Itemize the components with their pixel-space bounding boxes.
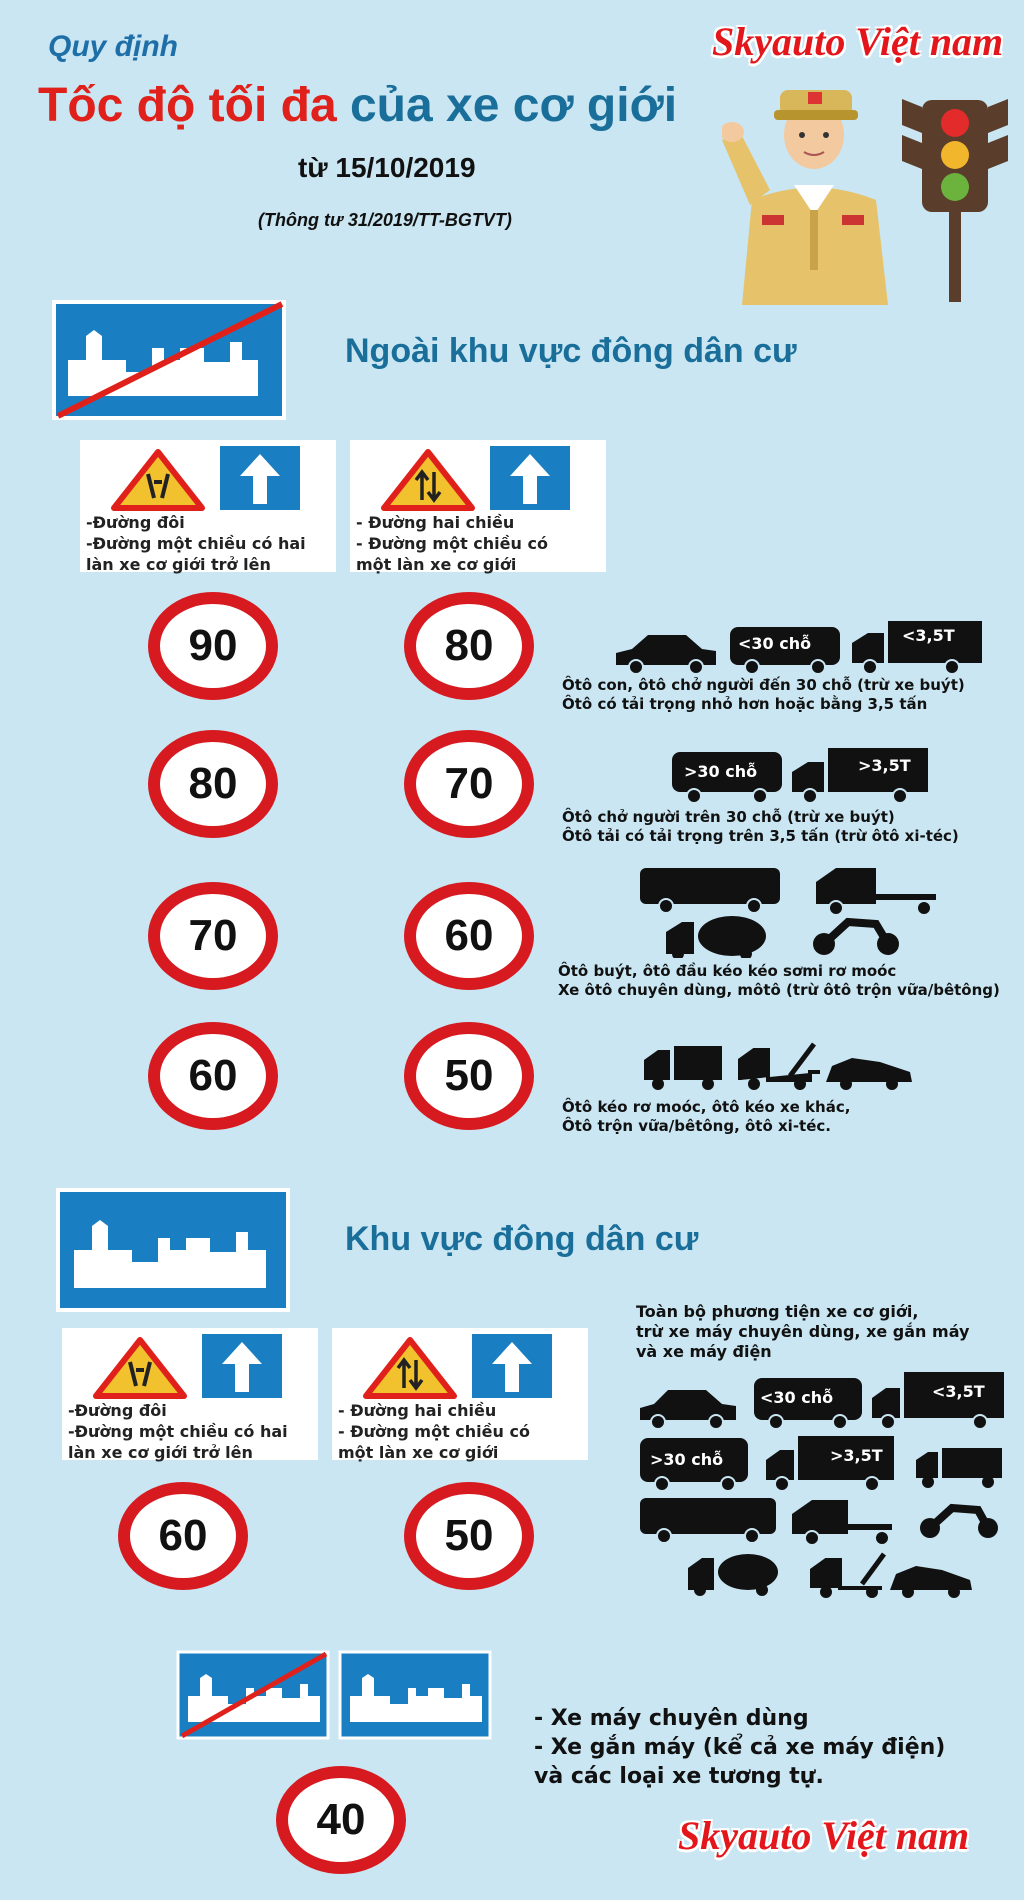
- list-item: - Xe máy chuyên dùng: [534, 1706, 809, 1731]
- vehicle-tag: <30 chỗ: [760, 1388, 834, 1407]
- card-line: - Đường hai chiều: [338, 1401, 497, 1420]
- one-way-road-icon: [202, 1334, 282, 1398]
- vehicle-scope-text: [636, 1302, 969, 1362]
- road-type-card-two-way: [350, 440, 606, 572]
- card-line: một làn xe cơ giới: [356, 555, 517, 574]
- brand-logo-bottom: Skyauto Việt nam: [678, 1813, 970, 1858]
- speed-limit-sign: 50: [404, 1482, 534, 1590]
- desc-line: Ôtô có tải trọng nhỏ hơn hoặc bằng 3,5 tấn: [562, 695, 928, 713]
- speed-limit-sign: 80: [148, 730, 278, 838]
- speed-limit-sign: 50: [404, 1022, 534, 1130]
- road-type-card-two-way: [332, 1328, 588, 1460]
- truck-trailer-towtruck-icons: [640, 1036, 920, 1092]
- one-way-road-icon: [472, 1334, 552, 1398]
- bus-tractor-mixer-motorbike-icons: [636, 862, 956, 958]
- title-prefix: Quy định: [48, 30, 178, 63]
- end-residential-area-sign: [52, 300, 286, 420]
- vehicle-tag: >30 chỗ: [650, 1450, 724, 1469]
- one-way-road-icon: [220, 446, 300, 510]
- card-line: một làn xe cơ giới: [338, 1443, 499, 1462]
- effective-date: từ 15/10/2019: [298, 152, 476, 183]
- card-line: làn xe cơ giới trở lên: [86, 555, 271, 574]
- vehicle-description: [558, 962, 1000, 1000]
- card-line: -Đường một chiều có hai: [86, 534, 306, 553]
- vehicle-tag: >3,5T: [858, 756, 911, 775]
- circular-reference: (Thông tư 31/2019/TT-BGTVT): [258, 210, 512, 230]
- traffic-light-illustration: [900, 95, 1010, 305]
- end-residential-area-sign-small: [176, 1650, 330, 1740]
- speed-limit-sign: 60: [148, 1022, 278, 1130]
- traffic-police-illustration: [722, 80, 902, 305]
- road-type-card-dual: [80, 440, 336, 572]
- residential-area-sign: [56, 1188, 290, 1312]
- card-line: -Đường đôi: [68, 1401, 167, 1420]
- vehicle-description: [562, 676, 965, 714]
- scope-line: và xe máy điện: [636, 1342, 772, 1361]
- vehicle-description: [562, 808, 959, 846]
- speed-limit-sign: 60: [404, 882, 534, 990]
- vehicle-description: [562, 1098, 850, 1136]
- card-line: làn xe cơ giới trở lên: [68, 1443, 253, 1462]
- warning-triangle-icon: [92, 1336, 188, 1400]
- vehicle-tag: >3,5T: [830, 1446, 883, 1465]
- special-vehicle-list: [534, 1704, 945, 1791]
- page-title: [38, 78, 677, 133]
- section-heading-outside: Ngoài khu vực đông dân cư: [345, 332, 797, 370]
- vehicle-tag: >30 chỗ: [684, 762, 758, 781]
- title-red-part: Tốc độ tối đa: [38, 79, 337, 132]
- scope-line: Toàn bộ phương tiện xe cơ giới,: [636, 1302, 919, 1321]
- section-heading-inside: Khu vực đông dân cư: [345, 1220, 699, 1258]
- brand-logo-top: Skyauto Việt nam: [712, 19, 1004, 64]
- desc-line: Ôtô kéo rơ moóc, ôtô kéo xe khác,: [562, 1098, 851, 1116]
- desc-line: Ôtô trộn vữa/bêtông, ôtô xi-téc.: [562, 1117, 831, 1135]
- card-line: -Đường đôi: [86, 513, 185, 532]
- vehicle-tag: <30 chỗ: [738, 634, 812, 653]
- speed-limit-sign: 70: [404, 730, 534, 838]
- vehicle-tag: <3,5T: [932, 1382, 985, 1401]
- desc-line: Xe ôtô chuyên dùng, môtô (trừ ôtô trộn vữa/bêtông): [558, 981, 1000, 999]
- scope-line: trừ xe máy chuyên dùng, xe gắn máy: [636, 1322, 970, 1341]
- desc-line: Ôtô buýt, ôtô đầu kéo kéo sơmi rơ moóc: [558, 962, 897, 980]
- speed-limit-sign: 90: [148, 592, 278, 700]
- title-blue-part: của xe cơ giới: [349, 79, 678, 132]
- speed-limit-sign: 80: [404, 592, 534, 700]
- residential-area-sign-small: [338, 1650, 492, 1740]
- card-line: -Đường một chiều có hai: [68, 1422, 288, 1441]
- two-way-warning-icon: [380, 448, 476, 512]
- speed-limit-sign: 40: [276, 1766, 406, 1874]
- card-line: - Đường hai chiều: [356, 513, 515, 532]
- warning-triangle-icon: [110, 448, 206, 512]
- list-item: và các loại xe tương tự.: [534, 1764, 824, 1789]
- vehicle-tag: <3,5T: [902, 626, 955, 645]
- card-line: - Đường một chiều có: [338, 1422, 530, 1441]
- desc-line: Ôtô chở người trên 30 chỗ (trừ xe buýt): [562, 808, 895, 826]
- one-way-road-icon: [490, 446, 570, 510]
- desc-line: Ôtô con, ôtô chở người đến 30 chỗ (trừ xe buýt): [562, 676, 965, 694]
- road-type-card-dual: [62, 1328, 318, 1460]
- desc-line: Ôtô tải có tải trọng trên 3,5 tấn (trừ ôtô xi-téc): [562, 827, 959, 845]
- two-way-warning-icon: [362, 1336, 458, 1400]
- card-line: - Đường một chiều có: [356, 534, 548, 553]
- list-item: - Xe gắn máy (kể cả xe máy điện): [534, 1735, 946, 1760]
- speed-limit-sign: 60: [118, 1482, 248, 1590]
- speed-limit-sign: 70: [148, 882, 278, 990]
